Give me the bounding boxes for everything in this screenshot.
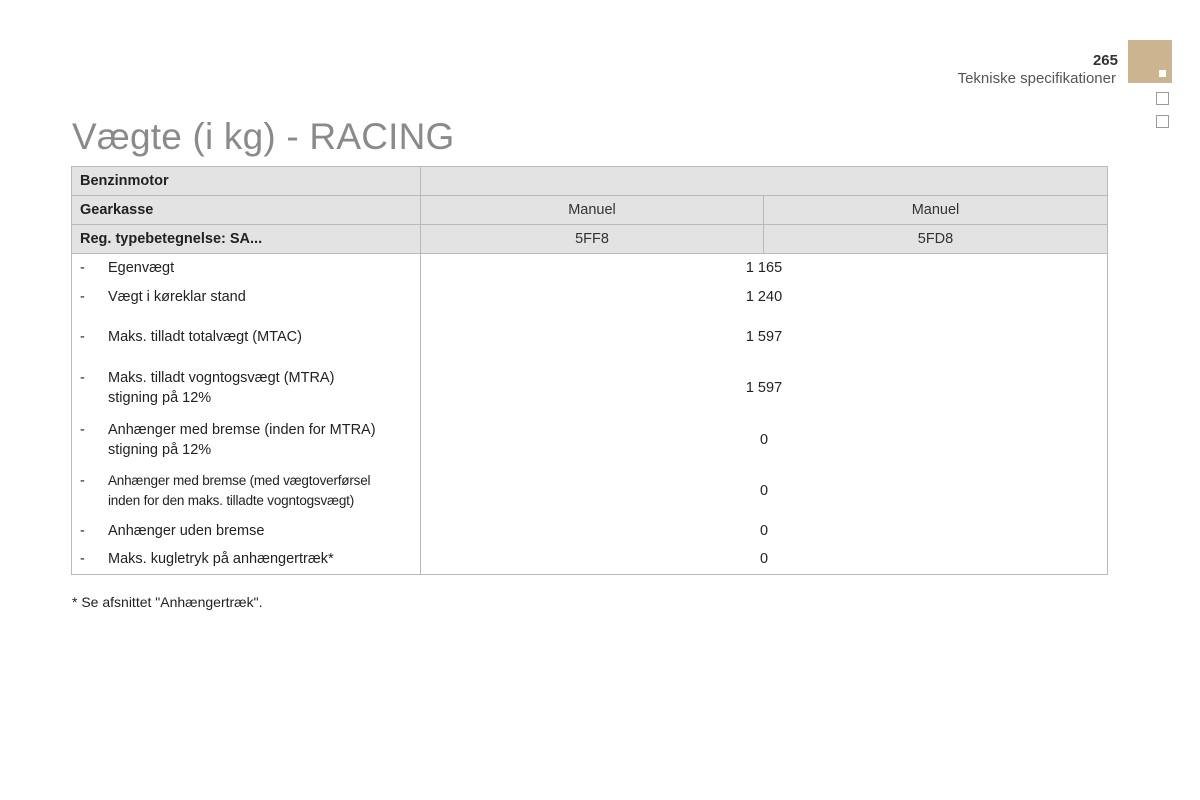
row-value: 1 597	[421, 363, 1108, 414]
dash-bullet: -	[80, 522, 85, 539]
row-value: 1 240	[421, 283, 1108, 311]
weights-table	[71, 166, 1108, 575]
table-row	[72, 414, 1108, 466]
row-value: 1 597	[421, 311, 1108, 363]
row-value: 0	[421, 466, 1108, 517]
row-text: Anhænger uden bremse	[108, 522, 265, 539]
page-number: 265	[1092, 52, 1118, 69]
dash-bullet: -	[80, 370, 85, 386]
row-text-line: inden for den maks. tilladte vogntogsvægt)	[108, 493, 354, 508]
table-row	[72, 311, 1108, 363]
row-text: Egenvægt	[108, 260, 175, 277]
table-header-row	[72, 196, 1108, 225]
dash-bullet: -	[80, 551, 85, 568]
row-label	[72, 517, 421, 545]
type-designation-label: Reg. typebetegnelse: SA...	[72, 225, 421, 254]
row-text: Vægt i køreklar stand	[108, 288, 246, 305]
table-row	[72, 466, 1108, 517]
table-header-row	[72, 225, 1108, 254]
dash-bullet: -	[80, 421, 85, 438]
dash-bullet: -	[80, 260, 85, 277]
gearbox-label: Gearkasse	[72, 196, 421, 225]
table-row	[72, 545, 1108, 575]
page-title: Vægte (i kg) - RACING	[72, 116, 455, 157]
engine-value-cell	[421, 167, 1108, 196]
row-text	[108, 368, 412, 408]
table-row	[72, 283, 1108, 311]
dash-bullet: -	[80, 328, 85, 345]
row-value: 1 165	[421, 254, 1108, 283]
gearbox-value-2: Manuel	[764, 196, 1108, 225]
table-row	[72, 254, 1108, 283]
row-text-line: Maks. tilladt vogntogsvægt (MTRA)	[108, 370, 335, 386]
row-label	[72, 254, 421, 283]
square-outline-icon	[1156, 92, 1169, 105]
row-text	[108, 471, 412, 511]
footnote: * Se afsnittet "Anhængertræk".	[72, 594, 263, 610]
dash-bullet: -	[80, 288, 85, 305]
dash-bullet: -	[80, 473, 85, 489]
active-square-icon	[1159, 70, 1166, 77]
row-text: Maks. tilladt totalvægt (MTAC)	[108, 328, 302, 345]
table-header-row	[72, 167, 1108, 196]
type-designation-value-1: 5FF8	[421, 225, 764, 254]
row-text-line: stigning på 12%	[108, 390, 212, 406]
row-text-line: stigning på 12%	[108, 441, 212, 458]
row-text-line: Anhænger med bremse (med vægtoverførsel	[108, 473, 371, 488]
row-text: Maks. kugletryk på anhængertræk*	[108, 551, 334, 568]
row-value: 0	[421, 517, 1108, 545]
row-value: 0	[421, 414, 1108, 466]
row-label	[72, 466, 421, 517]
square-outline-icon	[1156, 115, 1169, 128]
table-row	[72, 363, 1108, 414]
section-name: Tekniske specifikationer	[957, 70, 1116, 87]
row-text	[108, 420, 412, 460]
engine-label: Benzinmotor	[72, 167, 421, 196]
row-label	[72, 414, 421, 466]
type-designation-value-2: 5FD8	[764, 225, 1108, 254]
gearbox-value-1: Manuel	[421, 196, 764, 225]
row-label	[72, 283, 421, 311]
section-tab-marker	[1128, 40, 1172, 83]
table-row	[72, 517, 1108, 545]
row-text-line: Anhænger med bremse (inden for MTRA)	[108, 421, 376, 438]
row-label	[72, 545, 421, 575]
row-value: 0	[421, 545, 1108, 575]
row-label	[72, 363, 421, 414]
row-label	[72, 311, 421, 363]
